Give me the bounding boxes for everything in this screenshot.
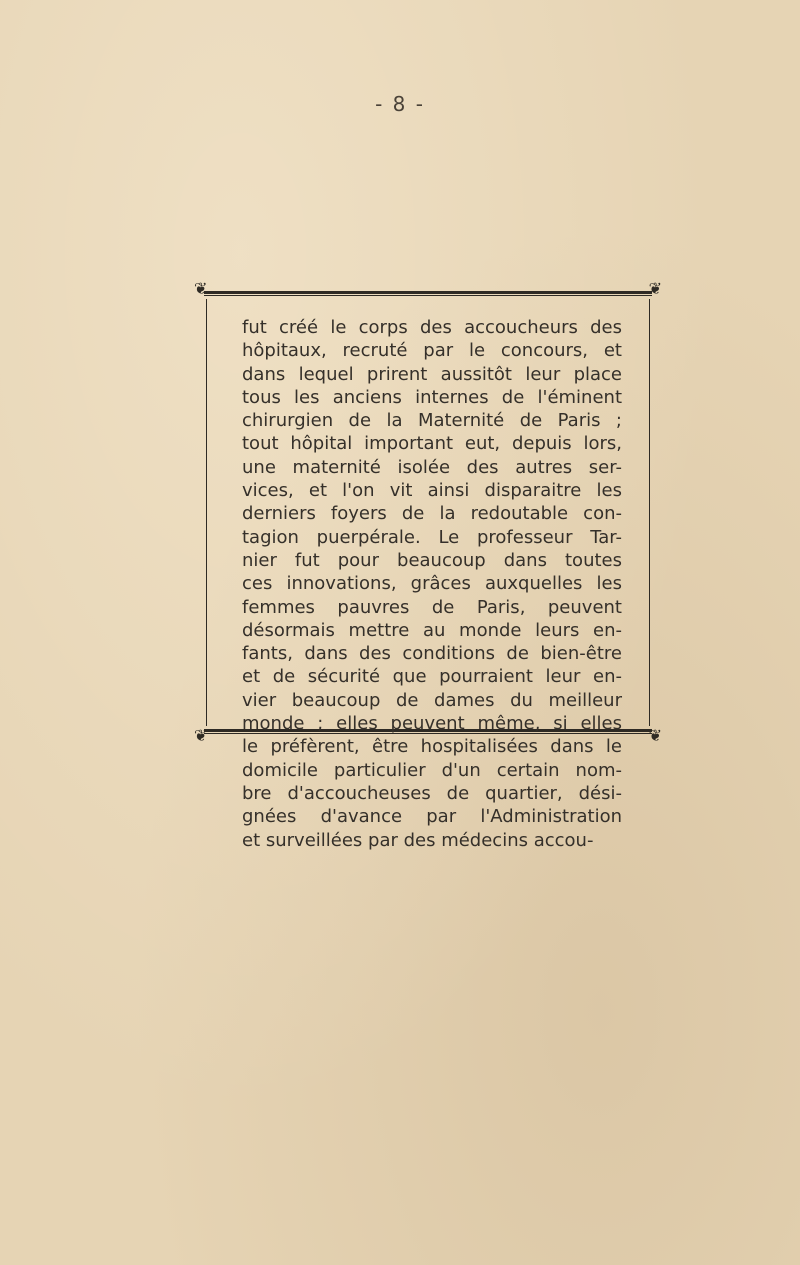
frame-top-rule xyxy=(204,291,652,296)
corner-flourish-icon: ❦ xyxy=(648,279,662,298)
text-line: vier beaucoup de dames du meilleur xyxy=(242,689,622,711)
text-line: nier fut pour beaucoup dans toutes xyxy=(242,549,622,571)
frame-left-rule xyxy=(206,299,207,726)
text-line: ces innovations, grâces auxquelles les xyxy=(242,573,622,595)
text-frame xyxy=(194,279,662,851)
text-line: le préfèrent, être hospitalisées dans le xyxy=(242,736,622,758)
text-line: et surveillées par des médecins accou- xyxy=(242,829,594,851)
page-number: - 8 - xyxy=(375,92,425,116)
body-text xyxy=(242,316,622,852)
text-line: et de sécurité que pourraient leur en- xyxy=(242,666,622,688)
text-line: désormais mettre au monde leurs en- xyxy=(242,619,622,641)
text-line: hôpitaux, recruté par le concours, et xyxy=(242,340,622,362)
text-line: vices, et l'on vit ainsi disparaitre les xyxy=(242,480,622,502)
text-line: gnées d'avance par l'Administration xyxy=(242,806,622,828)
text-line: chirurgien de la Maternité de Paris ; xyxy=(242,410,622,432)
text-line: dans lequel prirent aussitôt leur place xyxy=(242,363,622,385)
text-line: femmes pauvres de Paris, peuvent xyxy=(242,596,622,618)
frame-right-rule xyxy=(649,299,650,726)
corner-flourish-icon: ❦ xyxy=(194,726,208,745)
text-line: une maternité isolée des autres ser- xyxy=(242,456,622,478)
text-line: tout hôpital important eut, depuis lors, xyxy=(242,433,622,455)
text-line: fants, dans des conditions de bien-être xyxy=(242,643,622,665)
text-line: bre d'accoucheuses de quartier, dési- xyxy=(242,782,622,804)
text-line: tous les anciens internes de l'éminent xyxy=(242,386,622,408)
text-line: monde ; elles peuvent même, si elles xyxy=(242,713,622,735)
text-line: fut créé le corps des accoucheurs des xyxy=(242,317,622,338)
text-line: domicile particulier d'un certain nom- xyxy=(242,759,622,781)
text-line: derniers foyers de la redoutable con- xyxy=(242,503,622,525)
corner-flourish-icon: ❦ xyxy=(194,279,208,298)
text-line: tagion puerpérale. Le professeur Tar- xyxy=(242,526,622,548)
corner-flourish-icon: ❦ xyxy=(648,726,662,745)
